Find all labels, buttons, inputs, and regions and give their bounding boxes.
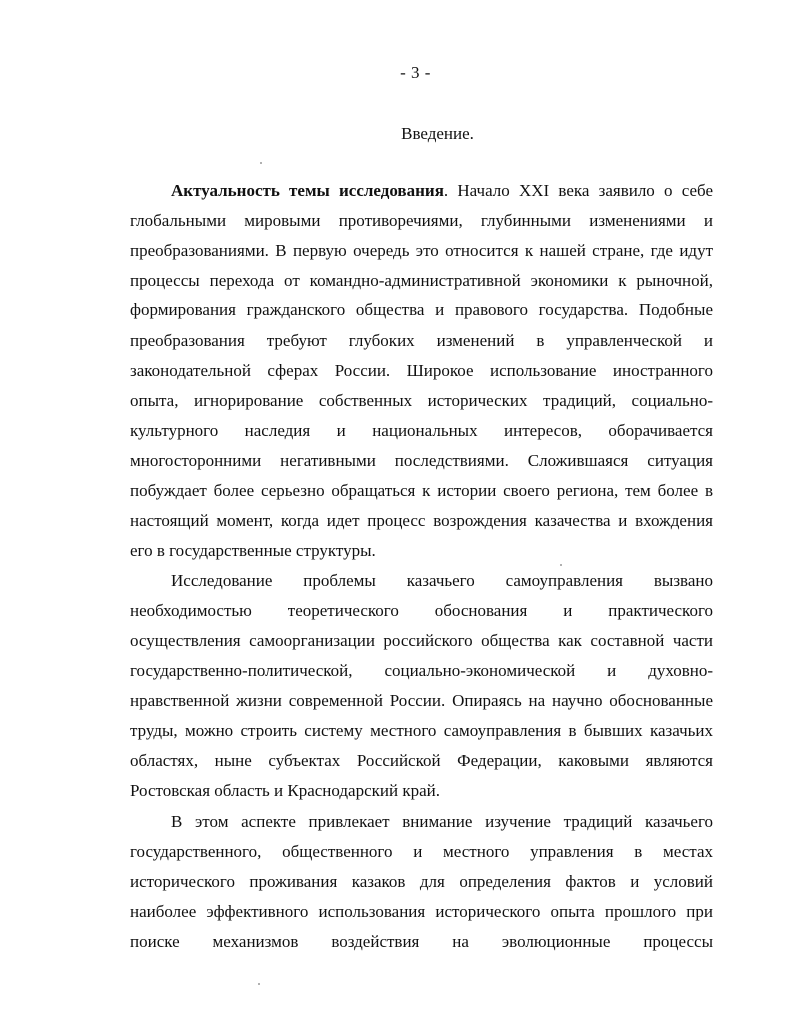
word: на xyxy=(452,932,469,951)
section-title: Введение. xyxy=(401,124,474,143)
topic-relevance-lead: Актуальность темы исследования xyxy=(171,181,444,200)
paragraph-2-line-2: необходимостью теоретического обоснования и практического xyxy=(130,601,713,620)
paragraph-2-line-6: труды, можно строить систему местного самоуправления в бывших казачьих xyxy=(130,721,713,740)
paragraph-2-line-8: Ростовская область и Краснодарский край. xyxy=(130,781,441,800)
paragraph-2-line-5: нравственной жизни современной России. Опираясь на научно обоснованные xyxy=(130,691,713,710)
paragraph-3-line-5 xyxy=(130,929,713,955)
paragraph-2-line-3: осуществления самоорганизации российского общества как составной части xyxy=(130,631,713,650)
paragraph-2-line-4: государственно-политической, социально-экономической и духовно- xyxy=(130,661,713,680)
paragraph-1-line-3: преобразованиями. В первую очередь это относится к нашей стране, где идут xyxy=(130,241,713,260)
paragraph-1-line-13: его в государственные структуры. xyxy=(130,541,376,560)
paragraph-1-line-9: культурного наследия и национальных интересов, оборачивается xyxy=(130,421,713,440)
paragraph-1-line-6: преобразования требуют глубоких изменений в управленческой и xyxy=(130,331,713,350)
paragraph-3-line-2: государственного, общественного и местного управления в местах xyxy=(130,842,713,861)
paragraph-1-line-10: многосторонними негативными последствиями. Сложившаяся ситуация xyxy=(130,451,713,470)
page-number: - 3 - xyxy=(400,63,431,82)
word: поиске xyxy=(130,932,180,951)
paragraph-3-line-1: В этом аспекте привлекает внимание изучение традиций казачьего xyxy=(171,812,713,831)
paragraph-1-line-4: процессы перехода от командно-административной экономики к рыночной, xyxy=(130,271,713,290)
paragraph-2-line-1: Исследование проблемы казачьего самоуправления вызвано xyxy=(171,571,713,590)
paragraph-1-line-5: формирования гражданского общества и правового государства. Подобные xyxy=(130,300,713,319)
word: механизмов xyxy=(212,932,299,951)
paragraph-3-line-4: наиболее эффективного использования исторического опыта прошлого при xyxy=(130,902,713,921)
paragraph-1-line-11: побуждает более серьезно обращаться к истории своего региона, тем более в xyxy=(130,481,713,500)
word: процессы xyxy=(643,932,713,951)
scan-speck xyxy=(560,564,562,566)
paragraph-1-line-8: опыта, игнорирование собственных исторических традиций, социально- xyxy=(130,391,713,410)
paragraph-1-line-2: глобальными мировыми противоречиями, глубинными изменениями и xyxy=(130,211,713,230)
scan-speck xyxy=(258,983,260,985)
paragraph-1-line-1: Актуальность темы исследования. Начало XXI века заявило о себе xyxy=(171,181,714,200)
paragraph-3-line-3: исторического проживания казаков для определения фактов и условий xyxy=(130,872,713,891)
scan-speck xyxy=(260,162,262,164)
paragraph-2-line-7: областях, ныне субъектах Российской Федерации, каковыми являются xyxy=(130,751,713,770)
word: воздействия xyxy=(331,932,420,951)
paragraph-1-line-7: законодательной сферах России. Широкое использование иностранного xyxy=(130,361,713,380)
word: эволюционные xyxy=(501,932,611,951)
paragraph-1-line-12: настоящий момент, когда идет процесс возрождения казачества и вхождения xyxy=(130,511,713,530)
